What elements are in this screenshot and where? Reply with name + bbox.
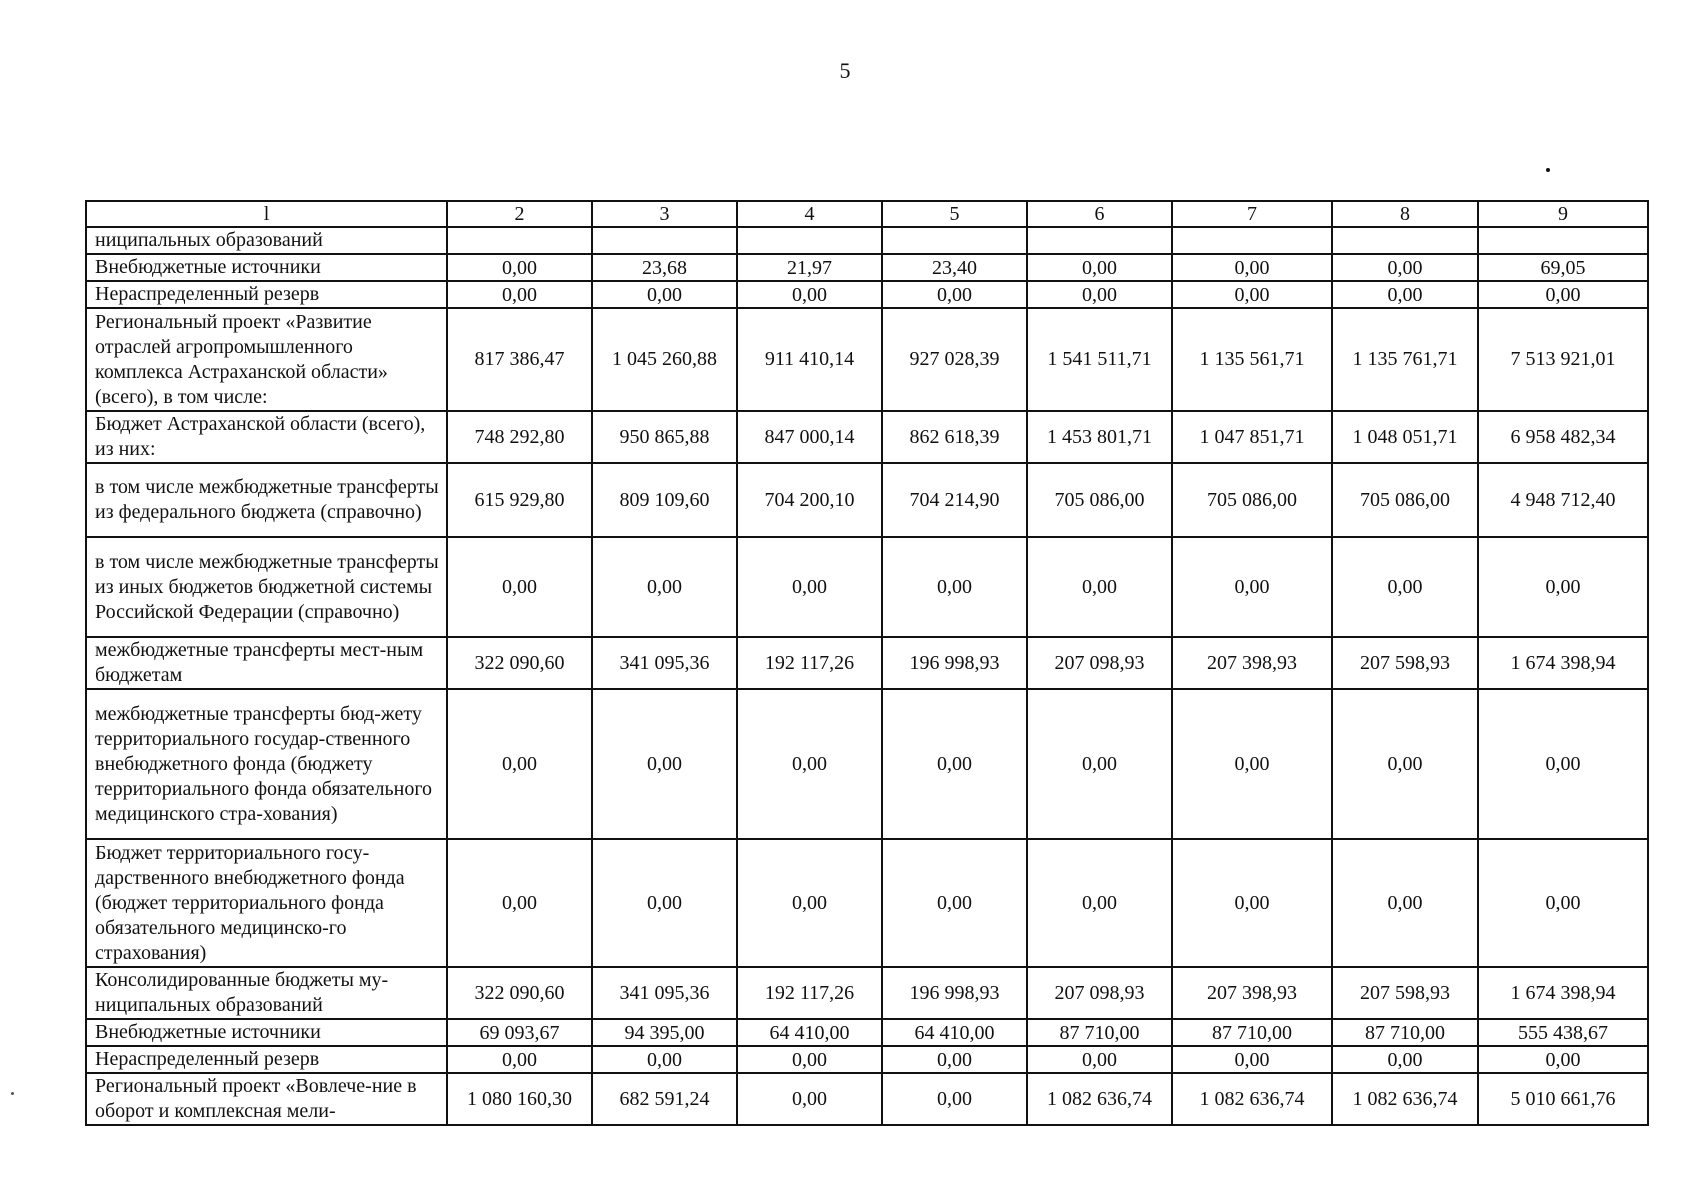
value-cell: 0,00: [882, 281, 1027, 308]
value-cell: 0,00: [447, 254, 592, 281]
value-cell: [447, 227, 592, 254]
value-cell: 0,00: [1478, 839, 1648, 967]
value-cell: 1 082 636,74: [1332, 1073, 1478, 1125]
value-cell: 0,00: [1478, 1046, 1648, 1073]
value-cell: 0,00: [1332, 1046, 1478, 1073]
value-cell: 1 674 398,94: [1478, 967, 1648, 1019]
value-cell: 950 865,88: [592, 411, 737, 463]
page-number: 5: [839, 58, 851, 83]
column-header: 3: [592, 201, 737, 227]
value-cell: 341 095,36: [592, 967, 737, 1019]
value-cell: 0,00: [1332, 281, 1478, 308]
value-cell: 0,00: [1172, 254, 1332, 281]
table-row: [86, 1046, 1648, 1073]
row-label: в том числе межбюджетные трансферты из федерального бюджета (справочно): [86, 463, 447, 537]
value-cell: 0,00: [1332, 254, 1478, 281]
value-cell: 0,00: [882, 839, 1027, 967]
value-cell: 207 598,93: [1332, 637, 1478, 689]
row-label: Бюджет территориального госу-дарственного внебюджетного фонда (бюджет территориального фонда обязательного медицинско-го страхования): [86, 839, 447, 967]
table-row: [86, 689, 1648, 839]
value-cell: 0,00: [1332, 689, 1478, 839]
budget-table: [85, 200, 1649, 1126]
value-cell: [592, 227, 737, 254]
value-cell: 0,00: [1027, 537, 1172, 637]
table-body: [86, 227, 1648, 1125]
value-cell: [1332, 227, 1478, 254]
value-cell: 1 135 761,71: [1332, 308, 1478, 411]
value-cell: 87 710,00: [1172, 1019, 1332, 1046]
value-cell: 705 086,00: [1027, 463, 1172, 537]
value-cell: 911 410,14: [737, 308, 882, 411]
value-cell: 0,00: [737, 689, 882, 839]
value-cell: 1 082 636,74: [1027, 1073, 1172, 1125]
value-cell: 23,68: [592, 254, 737, 281]
value-cell: 0,00: [592, 281, 737, 308]
table-row: [86, 281, 1648, 308]
value-cell: 0,00: [1027, 1046, 1172, 1073]
value-cell: 6 958 482,34: [1478, 411, 1648, 463]
value-cell: 0,00: [447, 1046, 592, 1073]
value-cell: 0,00: [447, 839, 592, 967]
table-row: [86, 637, 1648, 689]
value-cell: 207 598,93: [1332, 967, 1478, 1019]
value-cell: 322 090,60: [447, 967, 592, 1019]
value-cell: [1027, 227, 1172, 254]
row-label: в том числе межбюджетные трансферты из иных бюджетов бюджетной системы Российской Федерации (справочно): [86, 537, 447, 637]
table-row: [86, 1019, 1648, 1046]
table-row: [86, 967, 1648, 1019]
row-label: ниципальных образований: [86, 227, 447, 254]
value-cell: 1 080 160,30: [447, 1073, 592, 1125]
table-row: [86, 227, 1648, 254]
table-row: [86, 537, 1648, 637]
value-cell: 705 086,00: [1332, 463, 1478, 537]
value-cell: [1172, 227, 1332, 254]
value-cell: 196 998,93: [882, 967, 1027, 1019]
value-cell: 817 386,47: [447, 308, 592, 411]
scan-speck: [1546, 168, 1550, 172]
row-label: Региональный проект «Развитие отраслей агропромышленного комплекса Астраханской области» (всего), в том числе:: [86, 308, 447, 411]
table-row: [86, 1073, 1648, 1125]
value-cell: 0,00: [737, 537, 882, 637]
value-cell: 69 093,67: [447, 1019, 592, 1046]
value-cell: 207 098,93: [1027, 637, 1172, 689]
row-label: межбюджетные трансферты мест-ным бюджетам: [86, 637, 447, 689]
value-cell: 0,00: [1478, 689, 1648, 839]
value-cell: 0,00: [737, 281, 882, 308]
column-header: 7: [1172, 201, 1332, 227]
value-cell: 207 398,93: [1172, 637, 1332, 689]
table-row: [86, 411, 1648, 463]
value-cell: 64 410,00: [737, 1019, 882, 1046]
value-cell: 1 135 561,71: [1172, 308, 1332, 411]
value-cell: 0,00: [1332, 537, 1478, 637]
column-header: 6: [1027, 201, 1172, 227]
row-label: Нераспределенный резерв: [86, 1046, 447, 1073]
value-cell: 0,00: [737, 1046, 882, 1073]
column-header: l: [86, 201, 447, 227]
value-cell: 809 109,60: [592, 463, 737, 537]
value-cell: 87 710,00: [1332, 1019, 1478, 1046]
value-cell: 1 048 051,71: [1332, 411, 1478, 463]
value-cell: 341 095,36: [592, 637, 737, 689]
value-cell: 1 082 636,74: [1172, 1073, 1332, 1125]
row-label: межбюджетные трансферты бюд-жету территориального государ-ственного внебюджетного фонда (бюджету территориального фонда обязательного медицинского стра-хования): [86, 689, 447, 839]
value-cell: 1 047 851,71: [1172, 411, 1332, 463]
value-cell: 0,00: [1172, 1046, 1332, 1073]
value-cell: 207 398,93: [1172, 967, 1332, 1019]
value-cell: 23,40: [882, 254, 1027, 281]
value-cell: 0,00: [1027, 281, 1172, 308]
value-cell: 0,00: [1478, 537, 1648, 637]
value-cell: 615 929,80: [447, 463, 592, 537]
value-cell: 0,00: [1172, 689, 1332, 839]
value-cell: 94 395,00: [592, 1019, 737, 1046]
value-cell: 0,00: [882, 1073, 1027, 1125]
value-cell: 0,00: [882, 689, 1027, 839]
value-cell: 64 410,00: [882, 1019, 1027, 1046]
scan-speck: [11, 1092, 14, 1095]
row-label: Внебюджетные источники: [86, 1019, 447, 1046]
value-cell: 1 045 260,88: [592, 308, 737, 411]
column-number-row: [86, 201, 1648, 227]
column-header: 8: [1332, 201, 1478, 227]
value-cell: 704 200,10: [737, 463, 882, 537]
row-label: Региональный проект «Вовлече-ние в оборот и комплексная мели-: [86, 1073, 447, 1125]
value-cell: 69,05: [1478, 254, 1648, 281]
value-cell: 705 086,00: [1172, 463, 1332, 537]
value-cell: [1478, 227, 1648, 254]
value-cell: 0,00: [882, 1046, 1027, 1073]
column-header: 2: [447, 201, 592, 227]
value-cell: 21,97: [737, 254, 882, 281]
column-header: 5: [882, 201, 1027, 227]
value-cell: 0,00: [592, 689, 737, 839]
value-cell: 704 214,90: [882, 463, 1027, 537]
value-cell: 192 117,26: [737, 637, 882, 689]
row-label: Бюджет Астраханской области (всего), из них:: [86, 411, 447, 463]
column-header: 4: [737, 201, 882, 227]
row-label: Внебюджетные источники: [86, 254, 447, 281]
value-cell: 87 710,00: [1027, 1019, 1172, 1046]
value-cell: 4 948 712,40: [1478, 463, 1648, 537]
value-cell: 0,00: [1172, 537, 1332, 637]
value-cell: 1 541 511,71: [1027, 308, 1172, 411]
value-cell: 682 591,24: [592, 1073, 737, 1125]
value-cell: 192 117,26: [737, 967, 882, 1019]
value-cell: 0,00: [882, 537, 1027, 637]
value-cell: 7 513 921,01: [1478, 308, 1648, 411]
value-cell: 5 010 661,76: [1478, 1073, 1648, 1125]
value-cell: 748 292,80: [447, 411, 592, 463]
value-cell: 0,00: [447, 537, 592, 637]
value-cell: 0,00: [1027, 254, 1172, 281]
value-cell: 0,00: [447, 689, 592, 839]
value-cell: 196 998,93: [882, 637, 1027, 689]
value-cell: 555 438,67: [1478, 1019, 1648, 1046]
value-cell: 847 000,14: [737, 411, 882, 463]
table-row: [86, 254, 1648, 281]
value-cell: [737, 227, 882, 254]
row-label: Нераспределенный резерв: [86, 281, 447, 308]
table-row: [86, 839, 1648, 967]
value-cell: 0,00: [592, 537, 737, 637]
value-cell: 0,00: [1172, 839, 1332, 967]
value-cell: 207 098,93: [1027, 967, 1172, 1019]
value-cell: 0,00: [592, 839, 737, 967]
value-cell: 0,00: [1027, 689, 1172, 839]
value-cell: 0,00: [1332, 839, 1478, 967]
value-cell: 0,00: [737, 1073, 882, 1125]
value-cell: 927 028,39: [882, 308, 1027, 411]
column-header: 9: [1478, 201, 1648, 227]
table-row: [86, 463, 1648, 537]
table-row: [86, 308, 1648, 411]
value-cell: 0,00: [1478, 281, 1648, 308]
value-cell: 0,00: [1027, 839, 1172, 967]
value-cell: 0,00: [737, 839, 882, 967]
value-cell: 0,00: [592, 1046, 737, 1073]
value-cell: 1 674 398,94: [1478, 637, 1648, 689]
value-cell: 0,00: [1172, 281, 1332, 308]
value-cell: [882, 227, 1027, 254]
value-cell: 0,00: [447, 281, 592, 308]
value-cell: 862 618,39: [882, 411, 1027, 463]
row-label: Консолидированные бюджеты му-ниципальных образований: [86, 967, 447, 1019]
value-cell: 1 453 801,71: [1027, 411, 1172, 463]
value-cell: 322 090,60: [447, 637, 592, 689]
